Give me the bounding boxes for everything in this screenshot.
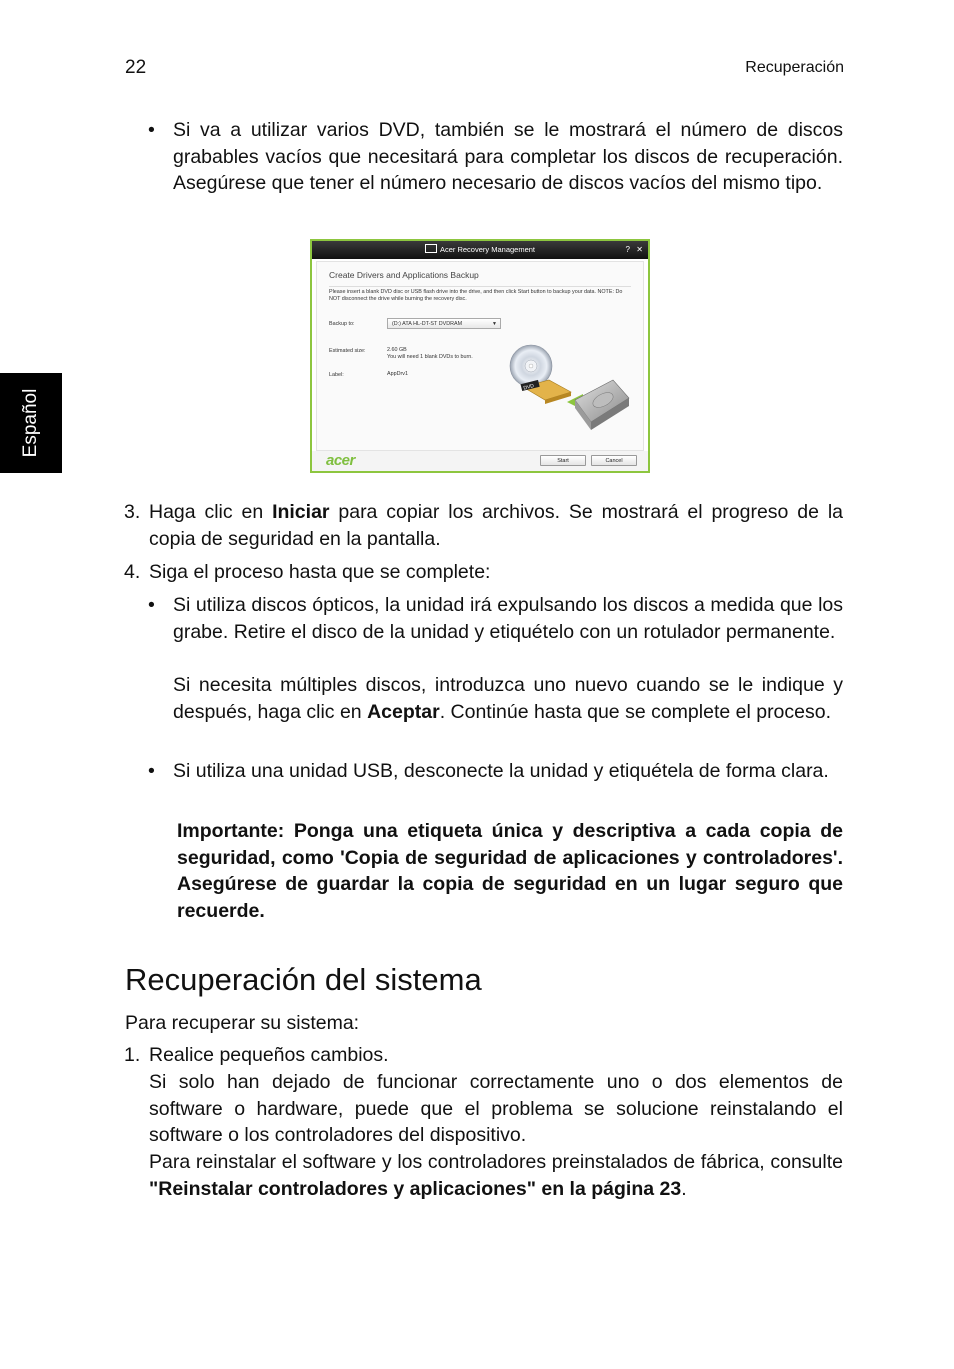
chevron-down-icon: ▼	[492, 321, 497, 327]
bullet-symbol: •	[148, 594, 155, 616]
running-title: Recuperación	[745, 59, 844, 76]
backup-drive-value: (D:) ATA HL-DT-ST DVDRAM	[392, 321, 463, 327]
step-number: 3.	[124, 501, 141, 523]
dvd-to-drive-illustration	[505, 342, 635, 452]
backup-drive-select[interactable]	[387, 318, 501, 329]
step-number: 4.	[124, 561, 141, 583]
bullet-usb-drive: Si utiliza una unidad USB, desconecte la unidad y etiquétela de forma clara.	[173, 760, 829, 782]
iniciar-emphasis: Iniciar	[272, 501, 330, 523]
step-3-text: Haga clic en Iniciar para copiar los archivos. Se mostrará el progreso de la copia de seguridad en la pantalla.	[149, 501, 843, 550]
recovery-dialog-screenshot	[310, 239, 650, 473]
dialog-content	[316, 261, 644, 451]
cross-reference-link[interactable]: "Reinstalar controladores y aplicaciones" en la página 23	[149, 1177, 682, 1200]
usb-drive-icon	[521, 380, 571, 404]
help-icon[interactable]: ?	[625, 245, 630, 254]
important-note: Importante: Ponga una etiqueta única y descriptiva a cada copia de seguridad, como 'Copia de seguridad de aplicaciones y controladores'. Asegúrese de guardar la copia de seguridad en un lugar seguro que recuerde.	[177, 820, 843, 922]
dialog-divider	[329, 286, 631, 287]
bullet-multiple-dvd: Si va a utilizar varios DVD, también se le mostrará el número de discos grabables vacíos que necesitará para completar los discos de recuperación. Asegúrese que tener el número necesario de discos vacíos del mismo tipo.	[173, 119, 843, 195]
page-number: 22	[125, 57, 147, 78]
hard-drive-icon	[575, 380, 629, 430]
section-title: Recuperación del sistema	[125, 962, 482, 997]
estimated-size-label: Estimated size:	[329, 348, 366, 354]
dvd-badge: DVD	[522, 383, 535, 392]
acer-logo: acer	[326, 452, 355, 469]
aceptar-emphasis: Aceptar	[367, 700, 440, 723]
recovery-app-icon	[425, 244, 437, 253]
close-icon[interactable]: ✕	[636, 245, 643, 254]
estimated-size-value: 2.60 GB	[387, 347, 407, 353]
section-intro: Para recuperar su sistema:	[125, 1012, 360, 1034]
dialog-footer	[312, 451, 648, 471]
step-number: 1.	[124, 1044, 141, 1066]
start-button[interactable]: Start	[540, 455, 586, 466]
backup-to-label: Backup to:	[329, 321, 355, 327]
step-1-title: Realice pequeños cambios.	[149, 1044, 389, 1066]
cancel-button[interactable]: Cancel	[591, 455, 637, 466]
language-tab	[0, 373, 62, 473]
language-tab-label: Español	[20, 388, 41, 458]
dialog-instructions: Please insert a blank DVD disc or USB flash drive into the drive, and then click Start button to backup your data. NOTE: Do NOT disconnect the drive while burning the recovery disc.	[329, 289, 623, 302]
label-field-value: AppDrv1	[387, 371, 408, 377]
step-4-text: Siga el proceso hasta que se complete:	[149, 561, 491, 583]
bullet-symbol: •	[148, 760, 155, 782]
step-1-paragraph-2: Para reinstalar el software y los controladores preinstalados de fábrica, consulte "Reinstalar controladores y aplicaciones" en la página 23.	[149, 1151, 843, 1200]
step-1-paragraph-1: Si solo han dejado de funcionar correctamente uno o dos elementos de software o hardware, puede que el problema se solucione reinstalando el software o los controladores del dispositivo.	[149, 1071, 843, 1147]
dialog-title-bar	[312, 241, 648, 259]
estimated-size-note: You will need 1 blank DVDs to burn.	[387, 354, 473, 360]
dialog-title: Acer Recovery Management	[439, 245, 536, 254]
dialog-heading: Create Drivers and Applications Backup	[329, 270, 479, 280]
label-field-label: Label:	[329, 372, 344, 378]
bullet-symbol: •	[148, 119, 155, 141]
bullet-optical-discs: Si utiliza discos ópticos, la unidad irá expulsando los discos a medida que los grabe. Retire el disco de la unidad y etiquételo con un rotulador permanente.	[173, 594, 843, 643]
bullet-multiple-discs: Si necesita múltiples discos, introduzca uno nuevo cuando se le indique y después, haga clic en Aceptar. Continúe hasta que se complete el proceso.	[173, 674, 843, 723]
